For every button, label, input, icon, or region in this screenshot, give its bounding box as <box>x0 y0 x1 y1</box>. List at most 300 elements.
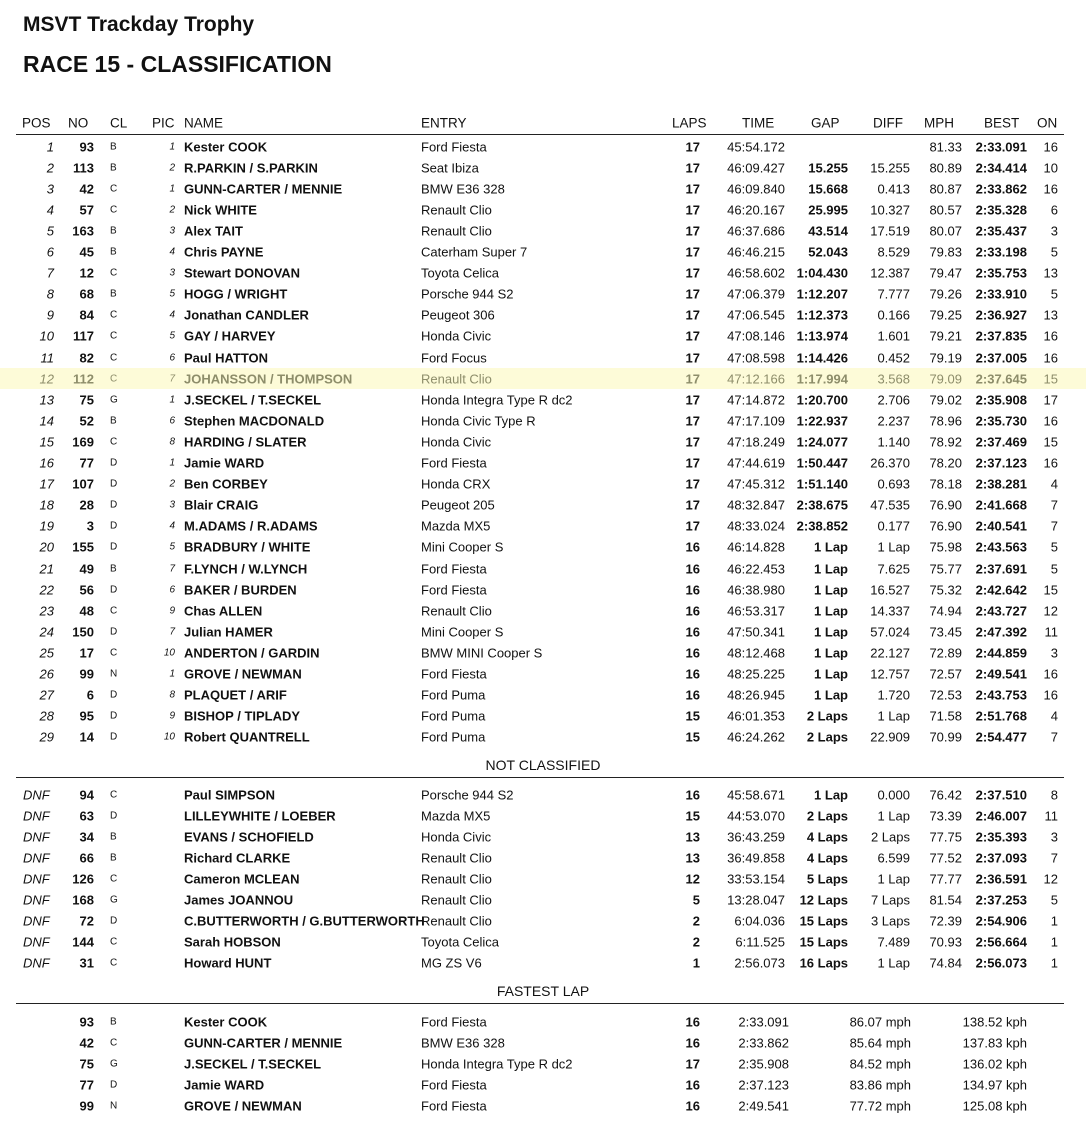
cell-time: 46:09.427 <box>727 160 785 176</box>
cell-laps: 16 <box>685 561 700 576</box>
cell-time: 46:20.167 <box>727 202 785 218</box>
cell-no: 94 <box>79 787 94 802</box>
cell-cl: D <box>110 584 118 596</box>
cell-diff: 2 Laps <box>870 829 910 845</box>
cell-laps: 15 <box>685 808 700 824</box>
cell-pos: 21 <box>39 561 54 576</box>
cell-entry: Renault Clio <box>421 871 492 887</box>
cell-name: BRADBURY / WHITE <box>184 539 311 555</box>
cell-pic: 5 <box>169 288 175 300</box>
table-row <box>0 1011 1086 1032</box>
cell-gap: 4 Laps <box>806 850 848 866</box>
cell-mph: 72.89 <box>929 645 962 661</box>
cell-name: Jonathan CANDLER <box>184 307 309 323</box>
col-pos: POS <box>22 115 51 131</box>
cell-cl: C <box>110 873 118 885</box>
cell-name: Ben CORBEY <box>184 476 268 492</box>
cell-on: 10 <box>1043 160 1058 176</box>
cell-entry: Ford Fiesta <box>421 1077 487 1093</box>
cell-laps: 16 <box>685 603 700 619</box>
cell-no: 126 <box>72 871 94 887</box>
cell-name: Robert QUANTRELL <box>184 729 310 745</box>
cell-cl: C <box>110 183 118 195</box>
cell-entry: MG ZS V6 <box>421 955 482 971</box>
cell-cl: C <box>110 373 118 385</box>
table-row <box>0 706 1086 727</box>
cell-no: 113 <box>73 160 94 176</box>
col-laps: LAPS <box>672 115 707 131</box>
cell-best: 2:56.073 <box>975 955 1027 971</box>
cell-best: 2:36.591 <box>975 871 1027 887</box>
cell-diff: 1 Lap <box>877 539 910 555</box>
cell-lap: 16 <box>685 1035 700 1051</box>
col-diff: DIFF <box>873 115 903 131</box>
cell-cl: D <box>110 499 118 511</box>
cell-no: 155 <box>72 539 94 555</box>
cell-best: 2:47.392 <box>975 624 1027 640</box>
cell-cl: D <box>110 1079 118 1091</box>
cell-mph: 72.39 <box>929 913 962 929</box>
cell-diff: 1 Lap <box>877 871 910 887</box>
cell-entry: Ford Fiesta <box>421 561 487 576</box>
cell-diff: 3.568 <box>877 371 910 387</box>
cell-gap: 1 Lap <box>814 603 848 619</box>
cell-name: Julian HAMER <box>184 624 273 640</box>
cell-laps: 15 <box>685 708 700 724</box>
cell-mph: 77.75 <box>929 829 962 845</box>
cell-diff: 16.527 <box>870 582 910 598</box>
cell-no: 48 <box>79 603 94 619</box>
cell-entry: Renault Clio <box>421 371 492 387</box>
cell-pos: 22 <box>39 582 54 598</box>
cell-name: BISHOP / TIPLADY <box>184 708 301 724</box>
cell-best: 2:35.328 <box>975 202 1027 218</box>
cell-pic: 3 <box>169 267 175 279</box>
cell-pos: 13 <box>39 392 54 408</box>
col-best: BEST <box>984 115 1020 131</box>
cell-on: 5 <box>1050 286 1058 302</box>
cell-cl: B <box>110 246 117 258</box>
cell-time: 47:17.109 <box>727 413 785 429</box>
cell-pos: DNF <box>23 892 50 908</box>
cell-pic: 2 <box>169 204 175 216</box>
cell-gap: 1:17.994 <box>796 371 848 387</box>
cell-time: 2:56.073 <box>734 955 785 971</box>
cell-gap: 2:38.675 <box>796 497 848 513</box>
col-pic: PIC <box>152 115 175 131</box>
cell-time: 47:18.249 <box>727 434 785 450</box>
cell-laps: 16 <box>685 666 700 682</box>
cell-mph: 78.96 <box>929 413 962 429</box>
cell-diff: 12.387 <box>870 265 910 281</box>
cell-no: 75 <box>79 392 94 408</box>
cell-pos: 15 <box>39 434 54 450</box>
cell-pic: 4 <box>169 520 175 532</box>
table-row <box>0 579 1086 600</box>
cell-diff: 1.601 <box>877 328 910 344</box>
cell-diff: 7.777 <box>877 286 910 302</box>
cell-best: 2:33.910 <box>975 286 1027 302</box>
cell-laps: 17 <box>685 518 700 534</box>
table-row <box>0 1032 1086 1053</box>
cell-pic: 9 <box>169 605 175 617</box>
cell-on: 1 <box>1050 934 1058 950</box>
cell-gap: 1 Lap <box>814 687 848 703</box>
cell-entry: Toyota Celica <box>421 934 500 950</box>
cell-mph: 74.84 <box>929 955 962 971</box>
cell-cl: B <box>110 852 117 864</box>
cell-kph: 137.83 kph <box>962 1035 1027 1051</box>
cell-mph: 75.77 <box>929 561 962 576</box>
cell-entry: Ford Puma <box>421 729 486 745</box>
cell-cl: C <box>110 267 118 279</box>
cell-mph: 84.52 mph <box>849 1056 911 1072</box>
cell-no: 99 <box>79 666 94 682</box>
cell-time: 46:46.215 <box>727 244 785 260</box>
cell-name: Kester COOK <box>184 139 268 154</box>
cell-on: 4 <box>1050 708 1058 724</box>
table-row <box>0 199 1086 220</box>
cell-entry: BMW MINI Cooper S <box>421 645 543 661</box>
cell-mph: 74.94 <box>929 603 962 619</box>
cell-pos: 19 <box>39 518 54 534</box>
cell-gap: 2 Laps <box>806 729 848 745</box>
cell-cl: D <box>110 810 118 822</box>
cell-no: 42 <box>79 181 94 197</box>
cell-on: 3 <box>1050 223 1058 239</box>
cell-time: 2:33.091 <box>738 1014 789 1029</box>
cell-lap: 16 <box>685 1077 700 1093</box>
cell-diff: 1 Lap <box>877 808 910 824</box>
cell-name: Kester COOK <box>184 1014 268 1029</box>
cell-laps: 17 <box>685 286 700 302</box>
cell-no: 112 <box>73 371 94 387</box>
cell-entry: Porsche 944 S2 <box>421 787 514 802</box>
cell-mph: 70.93 <box>929 934 962 950</box>
cell-diff: 17.519 <box>870 223 910 239</box>
cell-cl: D <box>110 520 118 532</box>
cell-pic: 8 <box>169 436 175 448</box>
cell-no: 93 <box>79 139 94 154</box>
cell-pic: 2 <box>169 162 175 174</box>
table-row <box>0 157 1086 178</box>
cell-diff: 1.720 <box>877 687 910 703</box>
cell-gap: 15 Laps <box>799 934 848 950</box>
cell-entry: Ford Fiesta <box>421 1014 487 1029</box>
cell-no: 150 <box>72 624 94 640</box>
cell-pos: 11 <box>40 350 54 365</box>
cell-no: 56 <box>79 582 94 598</box>
cell-on: 16 <box>1043 687 1058 703</box>
cell-laps: 17 <box>685 455 700 471</box>
cell-no: 84 <box>79 307 94 323</box>
cell-on: 6 <box>1050 202 1058 218</box>
fastest-lap-title: FASTEST LAP <box>496 983 590 999</box>
cell-name: LILLEYWHITE / LOEBER <box>184 808 336 824</box>
cell-time: 48:25.225 <box>727 666 785 682</box>
cell-entry: Mazda MX5 <box>421 808 491 824</box>
cell-cl: D <box>110 915 118 927</box>
cell-best: 2:37.005 <box>975 350 1027 365</box>
table-row <box>0 263 1086 284</box>
cell-pic: 3 <box>169 499 175 511</box>
table-row <box>0 453 1086 474</box>
cell-best: 2:44.859 <box>975 645 1027 661</box>
cell-laps: 12 <box>685 871 700 887</box>
cell-best: 2:37.645 <box>975 371 1027 387</box>
cell-entry: BMW E36 328 <box>421 1035 505 1051</box>
cell-entry: Caterham Super 7 <box>421 244 528 260</box>
cell-cl: N <box>110 668 118 680</box>
cell-pos: 9 <box>46 307 54 323</box>
cell-pos: 20 <box>39 539 54 555</box>
cell-best: 2:33.862 <box>975 181 1027 197</box>
cell-on: 16 <box>1043 413 1058 429</box>
cell-cl: B <box>110 225 117 237</box>
cell-mph: 77.52 <box>929 850 962 866</box>
cell-best: 2:37.835 <box>975 328 1027 344</box>
cell-pic: 9 <box>169 710 175 722</box>
cell-pos: 17 <box>39 476 54 492</box>
cell-diff: 26.370 <box>870 455 910 471</box>
cell-diff: 3 Laps <box>870 913 910 929</box>
cell-mph: 80.07 <box>929 223 962 239</box>
table-row <box>0 368 1086 389</box>
cell-best: 2:43.563 <box>975 539 1027 555</box>
col-entry: ENTRY <box>421 115 467 131</box>
cell-entry: Mini Cooper S <box>421 624 504 640</box>
cell-best: 2:43.753 <box>975 687 1027 703</box>
cell-entry: Renault Clio <box>421 892 492 908</box>
cell-gap: 1 Lap <box>814 666 848 682</box>
cell-laps: 1 <box>692 955 700 971</box>
cell-mph: 76.90 <box>929 518 962 534</box>
cell-pos: 4 <box>46 202 54 218</box>
cell-mph: 78.20 <box>929 455 962 471</box>
cell-no: 3 <box>86 518 94 534</box>
cell-on: 15 <box>1043 582 1058 598</box>
table-row <box>0 537 1086 558</box>
table-row <box>0 1053 1086 1074</box>
cell-on: 8 <box>1050 787 1058 802</box>
cell-entry: Ford Fiesta <box>421 139 487 154</box>
cell-cl: G <box>110 1058 118 1070</box>
cell-best: 2:49.541 <box>975 666 1027 682</box>
table-row <box>0 558 1086 579</box>
cell-mph: 77.72 mph <box>849 1098 911 1114</box>
cell-name: HOGG / WRIGHT <box>184 286 288 302</box>
cell-mph: 79.21 <box>929 328 962 344</box>
cell-no: 77 <box>79 455 94 471</box>
cell-pic: 1 <box>169 457 175 469</box>
cell-pos: 18 <box>39 497 54 513</box>
cell-diff: 0.166 <box>877 307 910 323</box>
cell-on: 7 <box>1050 729 1058 745</box>
cell-mph: 80.89 <box>929 160 962 176</box>
cell-name: Nick WHITE <box>184 202 257 218</box>
cell-time: 48:26.945 <box>727 687 785 703</box>
cell-no: 17 <box>79 645 94 661</box>
cell-diff: 2.237 <box>877 413 910 429</box>
table-row <box>0 621 1086 642</box>
cell-name: C.BUTTERWORTH / G.BUTTERWORTH <box>184 913 425 929</box>
cell-time: 48:32.847 <box>727 497 785 513</box>
cell-cl: C <box>110 1037 118 1049</box>
cell-kph: 125.08 kph <box>962 1098 1027 1114</box>
cell-pic: 7 <box>169 373 175 385</box>
cell-laps: 17 <box>685 181 700 197</box>
cell-cl: G <box>110 894 118 906</box>
table-row <box>0 431 1086 452</box>
cell-time: 47:06.379 <box>727 286 785 302</box>
cell-entry: Ford Puma <box>421 687 486 703</box>
cell-name: Chris PAYNE <box>184 244 264 260</box>
cell-gap: 2 Laps <box>806 708 848 724</box>
fastest-lap-divider <box>16 1003 1064 1004</box>
cell-diff: 6.599 <box>877 850 910 866</box>
table-row <box>0 474 1086 495</box>
cell-no: 52 <box>79 413 94 429</box>
cell-entry: Ford Fiesta <box>421 1098 487 1114</box>
header-divider <box>16 134 1064 135</box>
cell-pic: 7 <box>169 626 175 638</box>
cell-time: 45:54.172 <box>727 139 785 154</box>
table-row <box>0 805 1086 826</box>
cell-on: 3 <box>1050 829 1058 845</box>
cell-best: 2:37.093 <box>975 850 1027 866</box>
cell-no: 12 <box>79 265 94 281</box>
cell-laps: 13 <box>685 829 700 845</box>
cell-mph: 80.87 <box>929 181 962 197</box>
cell-gap: 1:12.207 <box>796 286 848 302</box>
cell-on: 11 <box>1044 624 1058 640</box>
table-row <box>0 178 1086 199</box>
table-row <box>0 389 1086 410</box>
cell-cl: C <box>110 647 118 659</box>
cell-entry: Mini Cooper S <box>421 539 504 555</box>
cell-name: Paul SIMPSON <box>184 787 276 802</box>
cell-laps: 16 <box>685 539 700 555</box>
table-row <box>0 347 1086 368</box>
cell-gap: 5 Laps <box>806 871 848 887</box>
cell-time: 46:14.828 <box>727 539 785 555</box>
cell-best: 2:40.541 <box>975 518 1027 534</box>
cell-laps: 17 <box>685 434 700 450</box>
cell-name: GUNN-CARTER / MENNIE <box>184 181 343 197</box>
cell-cl: N <box>110 1100 118 1112</box>
cell-diff: 0.413 <box>877 181 910 197</box>
cell-time: 33:53.154 <box>727 871 785 887</box>
cell-name: Jamie WARD <box>184 455 265 471</box>
cell-best: 2:43.727 <box>975 603 1027 619</box>
cell-cl: B <box>110 563 117 574</box>
cell-on: 7 <box>1050 518 1058 534</box>
cell-cl: C <box>110 204 118 216</box>
cell-cl: C <box>110 330 118 342</box>
cell-gap: 16 Laps <box>799 955 848 971</box>
cell-time: 13:28.047 <box>727 892 785 908</box>
cell-pos: 1 <box>46 139 54 154</box>
cell-diff: 57.024 <box>870 624 910 640</box>
cell-pic: 1 <box>169 394 175 406</box>
cell-on: 3 <box>1050 645 1058 661</box>
cell-time: 47:06.545 <box>727 307 785 323</box>
cell-best: 2:35.908 <box>975 392 1027 408</box>
cell-no: 82 <box>79 350 94 365</box>
cell-laps: 5 <box>692 892 700 908</box>
cell-cl: B <box>110 415 117 427</box>
cell-best: 2:36.927 <box>975 307 1027 323</box>
cell-pos: DNF <box>23 787 50 802</box>
cell-laps: 16 <box>685 687 700 703</box>
cell-laps: 16 <box>685 787 700 802</box>
cell-name: HARDING / SLATER <box>184 434 307 450</box>
cell-on: 13 <box>1043 307 1058 323</box>
cell-name: Stephen MACDONALD <box>184 413 325 429</box>
cell-best: 2:37.469 <box>975 434 1027 450</box>
cell-diff: 1.140 <box>877 434 910 450</box>
cell-gap: 25.995 <box>808 202 848 218</box>
cell-lap: 16 <box>685 1014 700 1029</box>
cell-pic: 1 <box>169 668 175 680</box>
cell-pic: 6 <box>169 415 175 427</box>
cell-mph: 80.57 <box>929 202 962 218</box>
cell-on: 15 <box>1043 434 1058 450</box>
cell-cl: C <box>110 789 118 800</box>
cell-on: 16 <box>1043 350 1058 365</box>
cell-diff: 0.000 <box>877 787 910 802</box>
cell-name: GROVE / NEWMAN <box>184 1098 302 1114</box>
cell-cl: B <box>110 162 117 174</box>
cell-name: Richard CLARKE <box>184 850 291 866</box>
cell-no: 168 <box>72 892 94 908</box>
cell-pos: 8 <box>46 286 54 302</box>
cell-entry: Honda Civic <box>421 328 492 344</box>
cell-best: 2:41.668 <box>975 497 1027 513</box>
cell-mph: 83.86 mph <box>849 1077 911 1093</box>
cell-best: 2:33.091 <box>975 139 1027 154</box>
cell-diff: 0.177 <box>877 518 910 534</box>
col-time: TIME <box>742 115 775 131</box>
cell-on: 7 <box>1050 497 1058 513</box>
cell-name: Sarah HOBSON <box>184 934 281 950</box>
cell-mph: 72.57 <box>929 666 962 682</box>
cell-cl: G <box>110 394 118 406</box>
cell-no: 93 <box>79 1014 94 1029</box>
cell-mph: 72.53 <box>929 687 962 703</box>
cell-best: 2:54.906 <box>975 913 1027 929</box>
column-header-row <box>0 112 1086 134</box>
cell-mph: 79.09 <box>929 371 962 387</box>
cell-name: James JOANNOU <box>184 892 294 908</box>
cell-best: 2:56.664 <box>975 934 1027 950</box>
cell-mph: 76.90 <box>929 497 962 513</box>
cell-kph: 136.02 kph <box>962 1056 1027 1072</box>
table-row <box>0 1095 1086 1116</box>
col-cl: CL <box>110 115 128 131</box>
cell-no: 163 <box>72 223 94 239</box>
cell-cl: C <box>110 936 118 948</box>
cell-entry: Ford Focus <box>421 350 487 365</box>
cell-pos: 24 <box>39 624 54 640</box>
cell-cl: D <box>110 457 118 469</box>
cell-cl: D <box>110 689 118 701</box>
cell-time: 44:53.070 <box>727 808 785 824</box>
cell-cl: C <box>110 436 118 448</box>
cell-pos: 5 <box>46 223 54 239</box>
cell-no: 42 <box>79 1035 94 1051</box>
cell-lap: 16 <box>685 1098 700 1114</box>
